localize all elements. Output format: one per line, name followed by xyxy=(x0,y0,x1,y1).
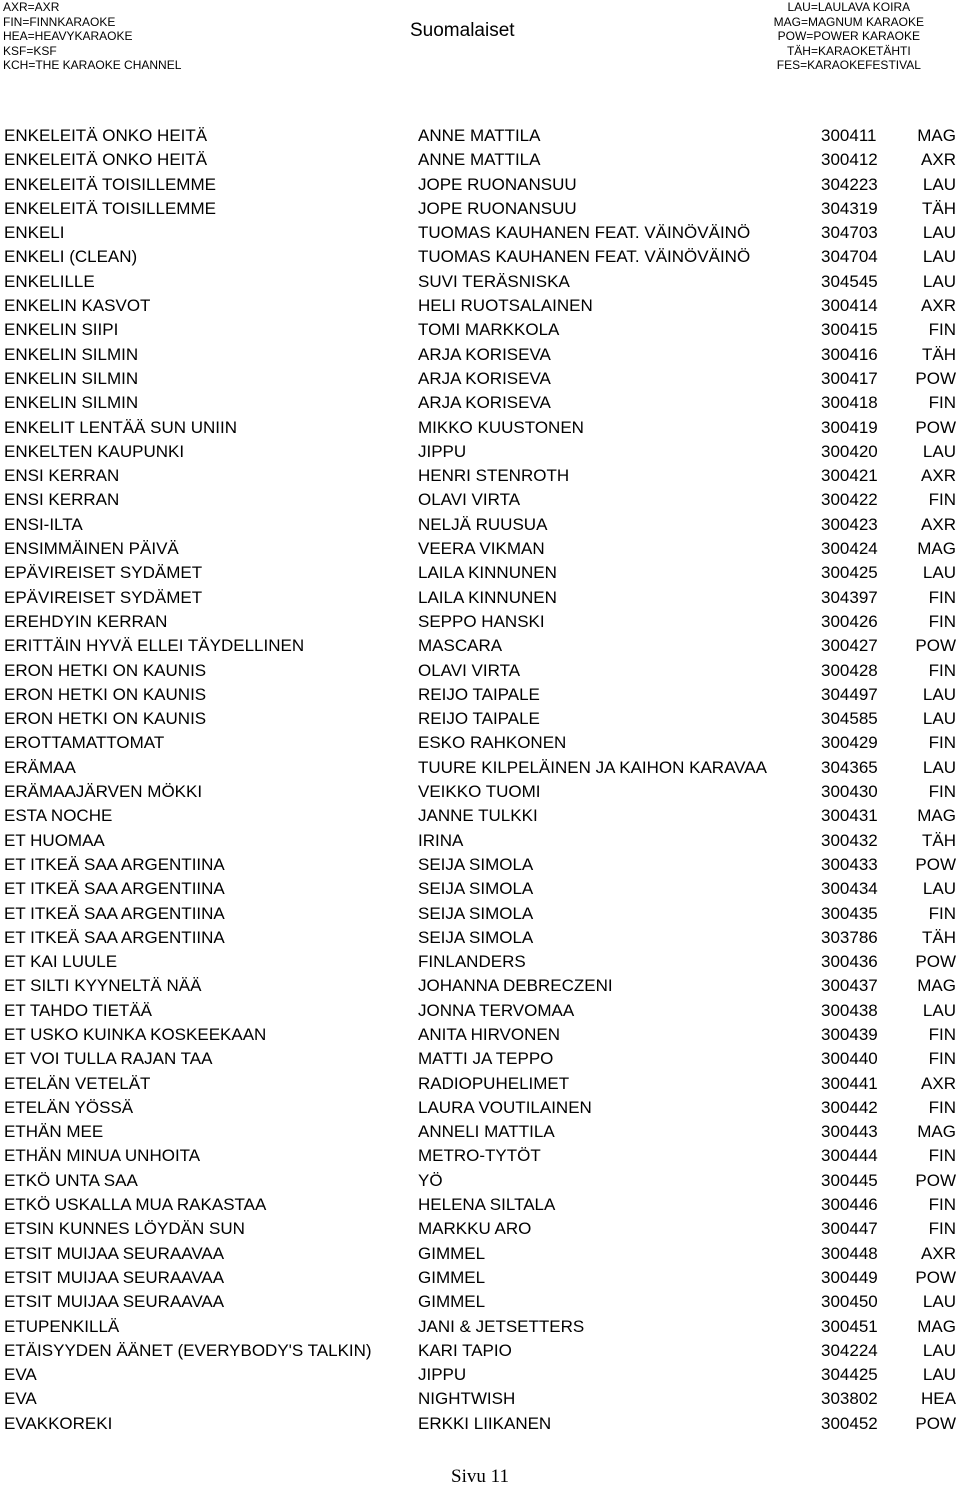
song-brand: TÄH xyxy=(922,344,956,364)
song-brand: AXR xyxy=(921,514,956,534)
song-brand: AXR xyxy=(921,296,956,316)
table-row xyxy=(4,343,956,367)
song-brand: FIN xyxy=(928,320,956,340)
song-brand: LAU xyxy=(922,271,956,291)
song-artist: LAURA VOUTILAINEN xyxy=(418,1097,592,1117)
song-artist: JONNA TERVOMAA xyxy=(418,1000,575,1020)
song-title: ENKELEITÄ ONKO HEITÄ xyxy=(4,126,208,145)
song-artist: METRO-TYTÖT xyxy=(418,1146,541,1166)
table-row xyxy=(4,974,956,998)
table-row xyxy=(4,1096,956,1120)
song-title: ENKELI (CLEAN) xyxy=(4,247,138,267)
legend-entry: MAG=MAGNUM KARAOKE xyxy=(773,14,924,29)
page-title: Suomalaiset xyxy=(410,20,515,41)
song-code: 300440 xyxy=(821,1049,878,1069)
song-brand: LAU xyxy=(922,174,956,194)
song-brand: FIN xyxy=(928,490,956,510)
song-brand: LAU xyxy=(922,684,956,704)
table-row xyxy=(4,780,956,804)
song-title: EPÄVIREISET SYDÄMET xyxy=(4,563,203,583)
song-brand: LAU xyxy=(922,709,956,729)
song-artist: LAILA KINNUNEN xyxy=(418,563,557,583)
song-brand: LAU xyxy=(922,1292,956,1312)
song-artist: VEERA VIKMAN xyxy=(418,539,545,559)
table-row xyxy=(4,124,956,148)
song-title: ENSI KERRAN xyxy=(4,490,120,510)
table-row xyxy=(4,586,956,610)
song-artist: GIMMEL xyxy=(418,1243,486,1263)
song-brand: AXR xyxy=(921,1073,956,1093)
table-row xyxy=(4,1242,956,1266)
song-brand: MAG xyxy=(917,1122,956,1142)
song-brand: MAG xyxy=(917,976,956,996)
table-row xyxy=(4,197,956,221)
song-brand: LAU xyxy=(922,879,956,899)
song-brand: FIN xyxy=(928,1097,956,1117)
song-artist: ESKO RAHKONEN xyxy=(418,733,567,753)
song-brand: MAG xyxy=(917,1316,956,1336)
table-row xyxy=(4,488,956,512)
song-table xyxy=(4,124,956,1436)
table-row xyxy=(4,731,956,755)
song-artist: IRINA xyxy=(418,830,464,850)
song-artist: ANITA HIRVONEN xyxy=(418,1024,561,1044)
song-artist: ANNE MATTILA xyxy=(418,126,541,145)
song-code: 300433 xyxy=(821,854,878,874)
song-title: EVA xyxy=(4,1365,37,1385)
song-title: ENKELTEN KAUPUNKI xyxy=(4,441,185,461)
song-artist: MARKKU ARO xyxy=(418,1219,532,1239)
song-code: 300448 xyxy=(821,1243,878,1263)
song-code: 304704 xyxy=(821,247,878,267)
song-artist: RADIOPUHELIMET xyxy=(418,1073,570,1093)
table-row xyxy=(4,294,956,318)
table-row xyxy=(4,440,956,464)
song-artist: GIMMEL xyxy=(418,1292,486,1312)
table-row xyxy=(4,148,956,172)
song-code: 300430 xyxy=(821,782,878,802)
song-title: ENKELIN SILMIN xyxy=(4,393,139,413)
song-code: 300443 xyxy=(821,1122,878,1142)
song-artist: SEPPO HANSKI xyxy=(418,611,545,631)
song-artist: GIMMEL xyxy=(418,1267,486,1287)
song-artist: SEIJA SIMOLA xyxy=(418,854,534,874)
song-artist: NIGHTWISH xyxy=(418,1389,516,1409)
song-brand: LAU xyxy=(922,563,956,583)
song-code: 300415 xyxy=(821,320,878,340)
song-code: 300424 xyxy=(821,539,878,559)
song-code: 304224 xyxy=(821,1340,878,1360)
table-row xyxy=(4,513,956,537)
song-brand: POW xyxy=(915,952,956,972)
song-code: 300441 xyxy=(821,1073,878,1093)
song-title: ETHÄN MINUA UNHOITA xyxy=(4,1146,201,1166)
table-row xyxy=(4,464,956,488)
song-code: 300452 xyxy=(821,1413,878,1433)
song-artist: ANNE MATTILA xyxy=(418,150,541,170)
song-title: ET USKO KUINKA KOSKEEKAAN xyxy=(4,1024,267,1044)
song-artist: ERKKI LIIKANEN xyxy=(418,1413,552,1433)
legend-entry: KSF=KSF xyxy=(3,43,57,58)
song-brand: POW xyxy=(915,854,956,874)
song-code: 300414 xyxy=(821,296,878,316)
song-code: 300451 xyxy=(821,1316,878,1336)
song-brand: LAU xyxy=(922,1340,956,1360)
song-code: 300425 xyxy=(821,563,878,583)
song-brand: LAU xyxy=(922,441,956,461)
song-code: 300417 xyxy=(821,368,878,388)
table-row xyxy=(4,270,956,294)
song-brand: LAU xyxy=(922,223,956,243)
song-title: ET TAHDO TIETÄÄ xyxy=(4,1000,152,1020)
song-artist: SEIJA SIMOLA xyxy=(418,903,534,923)
table-row xyxy=(4,634,956,658)
song-code: 304319 xyxy=(821,198,878,218)
table-row xyxy=(4,1120,956,1144)
song-title: ETÄISYYDEN ÄÄNET (EVERYBODY'S TALKIN) xyxy=(4,1340,372,1360)
song-title: ENSI-ILTA xyxy=(4,514,83,534)
song-brand: POW xyxy=(915,368,956,388)
song-title: ENKELEITÄ TOISILLEMME xyxy=(4,174,216,194)
song-brand: FIN xyxy=(928,1219,956,1239)
song-code: 300450 xyxy=(821,1292,878,1312)
table-row xyxy=(4,318,956,342)
song-brand: POW xyxy=(915,417,956,437)
song-brand: POW xyxy=(915,1267,956,1287)
song-code: 300446 xyxy=(821,1195,878,1215)
song-artist: SEIJA SIMOLA xyxy=(418,927,534,947)
song-code: 300426 xyxy=(821,611,878,631)
song-brand: LAU xyxy=(922,757,956,777)
song-code: 300427 xyxy=(821,636,878,656)
song-brand: FIN xyxy=(928,393,956,413)
table-row xyxy=(4,221,956,245)
table-row xyxy=(4,1072,956,1096)
legend-left xyxy=(3,0,181,73)
page-number: Sivu 11 xyxy=(451,1466,509,1487)
song-title: ET ITKEÄ SAA ARGENTIINA xyxy=(4,927,225,947)
song-artist: FINLANDERS xyxy=(418,952,526,972)
song-title: ERON HETKI ON KAUNIS xyxy=(4,709,207,729)
song-artist: TUOMAS KAUHANEN FEAT. VÄINÖVÄINÖ xyxy=(418,247,751,267)
song-title: EROTTAMATTOMAT xyxy=(4,733,165,753)
song-title: ETSIT MUIJAA SEURAAVAA xyxy=(4,1243,225,1263)
song-title: ENSI KERRAN xyxy=(4,466,120,486)
song-artist: REIJO TAIPALE xyxy=(418,684,540,704)
song-code: 300442 xyxy=(821,1097,878,1117)
table-row xyxy=(4,902,956,926)
song-title: ET HUOMAA xyxy=(4,830,105,850)
table-row xyxy=(4,1363,956,1387)
song-artist: JIPPU xyxy=(418,1365,467,1385)
table-row xyxy=(4,1217,956,1241)
table-row xyxy=(4,1387,956,1411)
table-row xyxy=(4,707,956,731)
song-title: ET ITKEÄ SAA ARGENTIINA xyxy=(4,854,225,874)
song-code: 300418 xyxy=(821,393,878,413)
song-code: 300412 xyxy=(821,150,878,170)
song-brand: POW xyxy=(915,1170,956,1190)
song-code: 300447 xyxy=(821,1219,878,1239)
song-artist: MIKKO KUUSTONEN xyxy=(418,417,584,437)
song-artist: TOMI MARKKOLA xyxy=(418,320,560,340)
song-brand: HEA xyxy=(921,1389,956,1409)
song-artist: JANI & JETSETTERS xyxy=(418,1316,585,1336)
legend-entry: AXR=AXR xyxy=(3,0,60,14)
song-code: 304223 xyxy=(821,174,878,194)
table-row xyxy=(4,1412,956,1436)
song-artist: HELENA SILTALA xyxy=(418,1195,556,1215)
table-row xyxy=(4,1144,956,1168)
song-brand: POW xyxy=(915,636,956,656)
song-title: ERON HETKI ON KAUNIS xyxy=(4,660,207,680)
table-row xyxy=(4,561,956,585)
song-code: 300438 xyxy=(821,1000,878,1020)
song-code: 300411 xyxy=(821,126,877,145)
song-artist: HELI RUOTSALAINEN xyxy=(418,296,593,316)
song-title: ET KAI LUULE xyxy=(4,952,118,972)
song-code: 304703 xyxy=(821,223,878,243)
table-row xyxy=(4,537,956,561)
song-artist: MATTI JA TEPPO xyxy=(418,1049,554,1069)
song-brand: LAU xyxy=(922,1000,956,1020)
song-code: 300434 xyxy=(821,879,878,899)
song-brand: AXR xyxy=(921,150,956,170)
song-brand: LAU xyxy=(922,247,956,267)
song-artist: YÖ xyxy=(418,1170,443,1190)
song-title: ESTA NOCHE xyxy=(4,806,113,826)
song-brand: AXR xyxy=(921,466,956,486)
table-row xyxy=(4,683,956,707)
page-header xyxy=(0,0,960,70)
song-brand: FIN xyxy=(928,782,956,802)
song-code: 300423 xyxy=(821,514,878,534)
song-code: 304397 xyxy=(821,587,878,607)
song-artist: HENRI STENROTH xyxy=(418,466,570,486)
table-row xyxy=(4,416,956,440)
table-row xyxy=(4,1169,956,1193)
song-brand: TÄH xyxy=(922,198,956,218)
song-title: ERÄMAAJÄRVEN MÖKKI xyxy=(4,782,203,802)
table-row xyxy=(4,173,956,197)
song-title: ET ITKEÄ SAA ARGENTIINA xyxy=(4,879,225,899)
song-code: 303802 xyxy=(821,1389,878,1409)
song-code: 300428 xyxy=(821,660,878,680)
song-artist: REIJO TAIPALE xyxy=(418,709,540,729)
song-artist: SUVI TERÄSNISKA xyxy=(418,271,570,291)
song-title: ET ITKEÄ SAA ARGENTIINA xyxy=(4,903,225,923)
song-title: EREHDYIN KERRAN xyxy=(4,611,168,631)
song-code: 300416 xyxy=(821,344,878,364)
legend-right xyxy=(774,0,924,73)
song-code: 300422 xyxy=(821,490,878,510)
song-title: ET SILTI KYYNELTÄ NÄÄ xyxy=(4,976,202,996)
table-row xyxy=(4,391,956,415)
song-brand: FIN xyxy=(928,1195,956,1215)
table-row xyxy=(4,877,956,901)
song-brand: FIN xyxy=(928,903,956,923)
song-brand: MAG xyxy=(917,539,956,559)
song-title: ERITTÄIN HYVÄ ELLEI TÄYDELLINEN xyxy=(4,636,305,656)
song-artist: VEIKKO TUOMI xyxy=(418,782,541,802)
song-brand: FIN xyxy=(928,1146,956,1166)
song-code: 304365 xyxy=(821,757,878,777)
song-title: ENKELILLE xyxy=(4,271,95,291)
table-row xyxy=(4,1023,956,1047)
legend-entry: HEA=HEAVYKARAOKE xyxy=(3,29,133,43)
legend-entry: FIN=FINNKARAOKE xyxy=(3,14,116,29)
table-row xyxy=(4,1266,956,1290)
song-title: ET VOI TULLA RAJAN TAA xyxy=(4,1049,213,1069)
song-title: ENKELEITÄ ONKO HEITÄ xyxy=(4,150,208,170)
song-code: 303786 xyxy=(821,927,878,947)
song-artist: JOHANNA DEBRECZENI xyxy=(418,976,613,996)
song-title: EVAKKOREKI xyxy=(4,1413,113,1433)
song-artist: KARI TAPIO xyxy=(418,1340,512,1360)
table-row xyxy=(4,659,956,683)
legend-entry: KCH=THE KARAOKE CHANNEL xyxy=(3,58,182,72)
song-title: ENKELI xyxy=(4,223,65,243)
song-code: 300429 xyxy=(821,733,878,753)
song-title: ETSIT MUIJAA SEURAAVAA xyxy=(4,1267,225,1287)
legend-entry: FES=KARAOKEFESTIVAL xyxy=(776,58,921,72)
song-code: 300431 xyxy=(821,806,878,826)
song-brand: FIN xyxy=(928,587,956,607)
song-brand: FIN xyxy=(928,1024,956,1044)
table-row xyxy=(4,1047,956,1071)
song-artist: JANNE TULKKI xyxy=(418,806,538,826)
song-code: 300439 xyxy=(821,1024,878,1044)
song-artist: ARJA KORISEVA xyxy=(418,344,551,364)
song-code: 300435 xyxy=(821,903,878,923)
song-brand: MAG xyxy=(917,806,956,826)
song-brand: POW xyxy=(915,1413,956,1433)
song-code: 304545 xyxy=(821,271,878,291)
song-code: 300437 xyxy=(821,976,878,996)
song-brand: TÄH xyxy=(922,927,956,947)
song-title: ENKELIN KASVOT xyxy=(4,296,151,316)
song-brand: MAG xyxy=(917,126,956,145)
table-row xyxy=(4,367,956,391)
song-code: 304585 xyxy=(821,709,878,729)
song-brand: LAU xyxy=(922,1365,956,1385)
song-title: ETSIN KUNNES LÖYDÄN SUN xyxy=(4,1219,245,1239)
song-brand: FIN xyxy=(928,611,956,631)
table-row xyxy=(4,1315,956,1339)
song-title: ENKELIN SILMIN xyxy=(4,344,139,364)
table-row xyxy=(4,829,956,853)
song-title: ETKÖ USKALLA MUA RAKASTAA xyxy=(4,1195,267,1215)
song-artist: ANNELI MATTILA xyxy=(418,1122,555,1142)
table-row xyxy=(4,950,956,974)
song-code: 300444 xyxy=(821,1146,878,1166)
table-row xyxy=(4,853,956,877)
song-artist: LAILA KINNUNEN xyxy=(418,587,557,607)
song-brand: FIN xyxy=(928,733,956,753)
song-title: ETSIT MUIJAA SEURAAVAA xyxy=(4,1292,225,1312)
song-brand: FIN xyxy=(928,1049,956,1069)
song-title: ENKELEITÄ TOISILLEMME xyxy=(4,198,216,218)
song-title: ETKÖ UNTA SAA xyxy=(4,1170,138,1190)
legend-entry: LAU=LAULAVA KOIRA xyxy=(787,0,911,14)
table-row xyxy=(4,804,956,828)
song-code: 304497 xyxy=(821,684,878,704)
song-brand: TÄH xyxy=(922,830,956,850)
song-artist: ARJA KORISEVA xyxy=(418,368,551,388)
song-brand: FIN xyxy=(928,660,956,680)
song-code: 300436 xyxy=(821,952,878,972)
song-title: ENKELIN SILMIN xyxy=(4,368,139,388)
legend-entry: TÄH=KARAOKETÄHTI xyxy=(786,43,911,58)
song-title: ENKELIN SIIPI xyxy=(4,320,119,340)
song-brand: AXR xyxy=(921,1243,956,1263)
song-title: ENKELIT LENTÄÄ SUN UNIIN xyxy=(4,417,238,437)
song-artist: ARJA KORISEVA xyxy=(418,393,551,413)
song-title: ETELÄN YÖSSÄ xyxy=(4,1097,134,1117)
song-artist: NELJÄ RUUSUA xyxy=(418,514,548,534)
song-title: EVA xyxy=(4,1389,37,1409)
table-row xyxy=(4,1290,956,1314)
song-artist: OLAVI VIRTA xyxy=(418,660,521,680)
table-row xyxy=(4,245,956,269)
song-artist: SEIJA SIMOLA xyxy=(418,879,534,899)
song-title: ETHÄN MEE xyxy=(4,1122,104,1142)
song-artist: JOPE RUONANSUU xyxy=(418,198,577,218)
song-code: 300432 xyxy=(821,830,878,850)
song-title: ERÄMAA xyxy=(4,757,76,777)
song-artist: TUOMAS KAUHANEN FEAT. VÄINÖVÄINÖ xyxy=(418,223,751,243)
legend-entry: POW=POWER KARAOKE xyxy=(777,29,920,43)
song-code: 300421 xyxy=(821,466,878,486)
song-artist: JIPPU xyxy=(418,441,467,461)
table-row xyxy=(4,1193,956,1217)
song-code: 300419 xyxy=(821,417,878,437)
table-row xyxy=(4,756,956,780)
song-title: EPÄVIREISET SYDÄMET xyxy=(4,587,203,607)
song-artist: OLAVI VIRTA xyxy=(418,490,521,510)
song-title: ETELÄN VETELÄT xyxy=(4,1073,151,1093)
song-title: ETUPENKILLÄ xyxy=(4,1316,120,1336)
song-artist: MASCARA xyxy=(418,636,503,656)
song-artist: JOPE RUONANSUU xyxy=(418,174,577,194)
song-title: ENSIMMÄINEN PÄIVÄ xyxy=(4,539,179,559)
song-code: 300449 xyxy=(821,1267,878,1287)
song-title: ERON HETKI ON KAUNIS xyxy=(4,684,207,704)
song-code: 300445 xyxy=(821,1170,878,1190)
song-code: 300420 xyxy=(821,441,878,461)
song-code: 304425 xyxy=(821,1365,878,1385)
table-row xyxy=(4,926,956,950)
table-row xyxy=(4,999,956,1023)
song-artist: TUURE KILPELÄINEN JA KAIHON KARAVAA xyxy=(418,757,767,777)
table-row xyxy=(4,610,956,634)
table-row xyxy=(4,1339,956,1363)
